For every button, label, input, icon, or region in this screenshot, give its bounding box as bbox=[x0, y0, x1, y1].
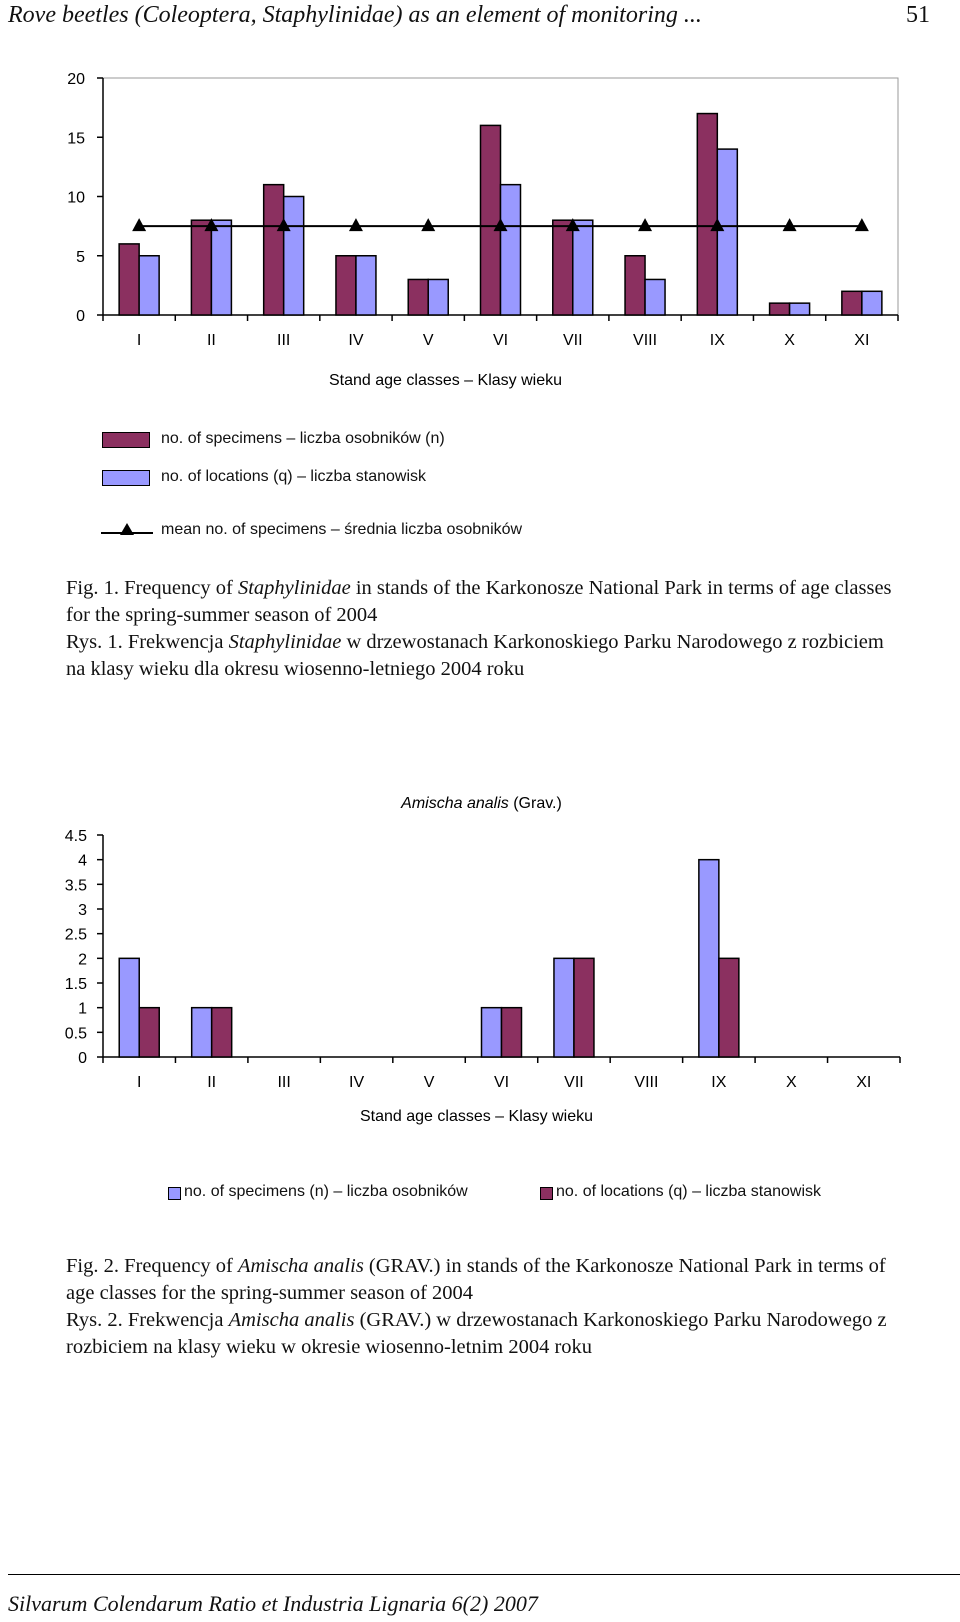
fig2-title-italic: Amischa analis bbox=[401, 795, 509, 812]
fig1-bar-q bbox=[645, 279, 665, 315]
fig2-x-tick-label: VII bbox=[564, 1074, 584, 1091]
fig1-mean-marker bbox=[132, 218, 146, 231]
fig1-caption-pl: Rys. 1. Frekwencja Staphylinidae w drzewostanach Karkonoskiego Parku Narodowego z rozbiciem na klasy wieku dla okresu wiosenno-letniego 2004 roku bbox=[66, 631, 884, 680]
fig1-bar-q bbox=[356, 256, 376, 315]
fig1-mean-marker bbox=[855, 218, 869, 231]
fig1-x-tick-label: I bbox=[136, 332, 142, 349]
fig2-chart bbox=[0, 795, 960, 1170]
fig2-caption-en: Fig. 2. Frequency of Amischa analis (GRAV.) in stands of the Karkonosze National Park in terms of age classes for the spring-summer season of 2004 bbox=[66, 1255, 886, 1304]
fig1-bar-n bbox=[336, 256, 356, 315]
fig1-x-tick-label: II bbox=[206, 332, 216, 349]
fig2-bar-q bbox=[502, 1008, 522, 1057]
fig1-caption-en: Fig. 1. Frequency of Staphylinidae in stands of the Karkonosze National Park in terms of age classes for the spring-summer season of 2004 bbox=[66, 577, 892, 626]
fig2-x-tick-label: X bbox=[785, 1074, 797, 1091]
fig1-mean-marker bbox=[421, 218, 435, 231]
fig1-bar-n bbox=[119, 244, 139, 315]
fig1-bar-n bbox=[770, 303, 790, 315]
fig2-x-tick-label: I bbox=[137, 1074, 142, 1091]
fig1-y-tick-label: 15 bbox=[67, 130, 85, 148]
fig1-bar-q bbox=[573, 220, 593, 315]
fig2-y-tick-label: 0.5 bbox=[64, 1025, 87, 1043]
fig1-x-tick-label: IX bbox=[709, 332, 725, 349]
fig2-y-tick-label: 2 bbox=[78, 951, 87, 969]
legend-label-mean: mean no. of specimens – średnia liczba osobników bbox=[161, 521, 523, 538]
fig1-x-tick-label: XI bbox=[854, 332, 870, 349]
legend-mean-line-icon bbox=[100, 520, 154, 540]
fig2-y-tick-label: 0 bbox=[78, 1050, 87, 1067]
fig1-x-tick-label: IV bbox=[348, 332, 364, 349]
legend2-label-n: no. of specimens (n) – liczba osobników bbox=[184, 1183, 468, 1200]
fig1-x-tick-label: VI bbox=[492, 332, 509, 349]
fig1-bar-q bbox=[284, 197, 304, 316]
fig2-bar-n bbox=[554, 958, 574, 1057]
fig2-x-tick-label: IV bbox=[349, 1074, 365, 1091]
fig2-bar-n bbox=[119, 958, 139, 1057]
fig1-bar-n bbox=[553, 220, 573, 315]
fig2-bar-n bbox=[699, 860, 719, 1057]
fig1-bar-q bbox=[139, 256, 159, 315]
fig1-y-tick-label: 20 bbox=[67, 71, 85, 88]
fig2-bar-q bbox=[139, 1008, 159, 1057]
fig1-bar-q bbox=[717, 149, 737, 315]
fig2-x-axis-title: Stand age classes – Klasy wieku bbox=[359, 1108, 594, 1125]
fig2-title bbox=[400, 795, 562, 812]
fig1-x-axis-title: Stand age classes – Klasy wieku bbox=[328, 372, 563, 389]
fig2-x-tick-label: VIII bbox=[634, 1074, 659, 1091]
fig2-bar-n bbox=[482, 1008, 502, 1057]
fig1-bar-n bbox=[481, 125, 501, 315]
fig1-bar-q bbox=[428, 279, 448, 315]
footer-rule bbox=[8, 1574, 960, 1575]
fig1-bar-q bbox=[862, 291, 882, 315]
fig2-y-tick-label: 1 bbox=[78, 1000, 87, 1018]
fig2-bar-q bbox=[212, 1008, 232, 1057]
fig1-x-tick-label: VIII bbox=[633, 332, 658, 349]
legend2-label-q: no. of locations (q) – liczba stanowisk bbox=[556, 1183, 822, 1200]
fig1-bar-n bbox=[842, 291, 862, 315]
fig1-y-tick-label: 5 bbox=[76, 248, 85, 266]
fig2-title-suffix: (Grav.) bbox=[508, 795, 562, 812]
fig2-x-tick-label: II bbox=[207, 1074, 217, 1091]
journal-footer: Silvarum Colendarum Ratio et Industria Lignaria 6(2) 2007 bbox=[8, 1591, 538, 1616]
fig2-caption-pl: Rys. 2. Frekwencja Amischa analis (GRAV.) w drzewostanach Karkonoskiego Parku Narodowego z rozbiciem na klasy wieku w okresie wiosenno-letnim 2004 roku bbox=[66, 1309, 887, 1358]
fig2-x-tick-label: III bbox=[277, 1074, 291, 1091]
fig2-x-tick-label: V bbox=[423, 1074, 435, 1091]
fig1-x-tick-label: III bbox=[277, 332, 291, 349]
fig2-bar-q bbox=[719, 958, 739, 1057]
fig1-bar-n bbox=[625, 256, 645, 315]
legend-swatch-q bbox=[102, 470, 150, 486]
legend-label-q: no. of locations (q) – liczba stanowisk bbox=[161, 468, 427, 485]
fig2-x-tick-label: VI bbox=[493, 1074, 510, 1091]
fig1-bar-n bbox=[697, 114, 717, 315]
fig2-y-tick-label: 1.5 bbox=[64, 976, 87, 993]
fig1-mean-marker bbox=[349, 218, 363, 231]
fig2-y-tick-label: 3.5 bbox=[64, 877, 87, 895]
fig1-mean-marker bbox=[783, 218, 797, 231]
fig2-x-tick-label: IX bbox=[711, 1074, 727, 1091]
fig1-bar-q bbox=[211, 220, 231, 315]
fig2-y-tick-label: 4.5 bbox=[64, 828, 87, 845]
fig2-x-tick-label: XI bbox=[856, 1074, 872, 1091]
legend-swatch-n bbox=[102, 432, 150, 448]
fig2-y-tick-label: 2.5 bbox=[64, 926, 87, 944]
fig1-x-tick-label: X bbox=[784, 332, 795, 349]
fig1-bar-n bbox=[408, 279, 428, 315]
fig1-y-tick-label: 10 bbox=[67, 189, 85, 207]
fig1-bar-q bbox=[501, 185, 521, 315]
fig1-bar-n bbox=[191, 220, 211, 315]
fig2-bar-q bbox=[574, 958, 594, 1057]
legend2-swatch-q bbox=[540, 1187, 553, 1200]
fig2-y-tick-label: 3 bbox=[78, 902, 87, 919]
fig2-y-tick-label: 4 bbox=[78, 852, 87, 870]
fig1-bar-n bbox=[264, 185, 284, 315]
legend2-swatch-n bbox=[168, 1187, 181, 1200]
legend-label-n: no. of specimens – liczba osobników (n) bbox=[161, 430, 445, 447]
fig1-mean-marker bbox=[638, 218, 652, 231]
fig1-bar-q bbox=[790, 303, 810, 315]
fig2-bar-n bbox=[192, 1008, 212, 1057]
page-number: 51 bbox=[906, 2, 930, 28]
running-header: Rove beetles (Coleoptera, Staphylinidae) as an element of monitoring ... bbox=[8, 2, 702, 28]
fig1-x-tick-label: VII bbox=[562, 332, 583, 349]
fig1-x-tick-label: V bbox=[422, 332, 434, 349]
fig1-chart bbox=[0, 60, 960, 410]
fig1-caption bbox=[66, 575, 900, 683]
fig2-caption bbox=[66, 1253, 900, 1361]
fig1-y-tick-label: 0 bbox=[76, 308, 85, 325]
